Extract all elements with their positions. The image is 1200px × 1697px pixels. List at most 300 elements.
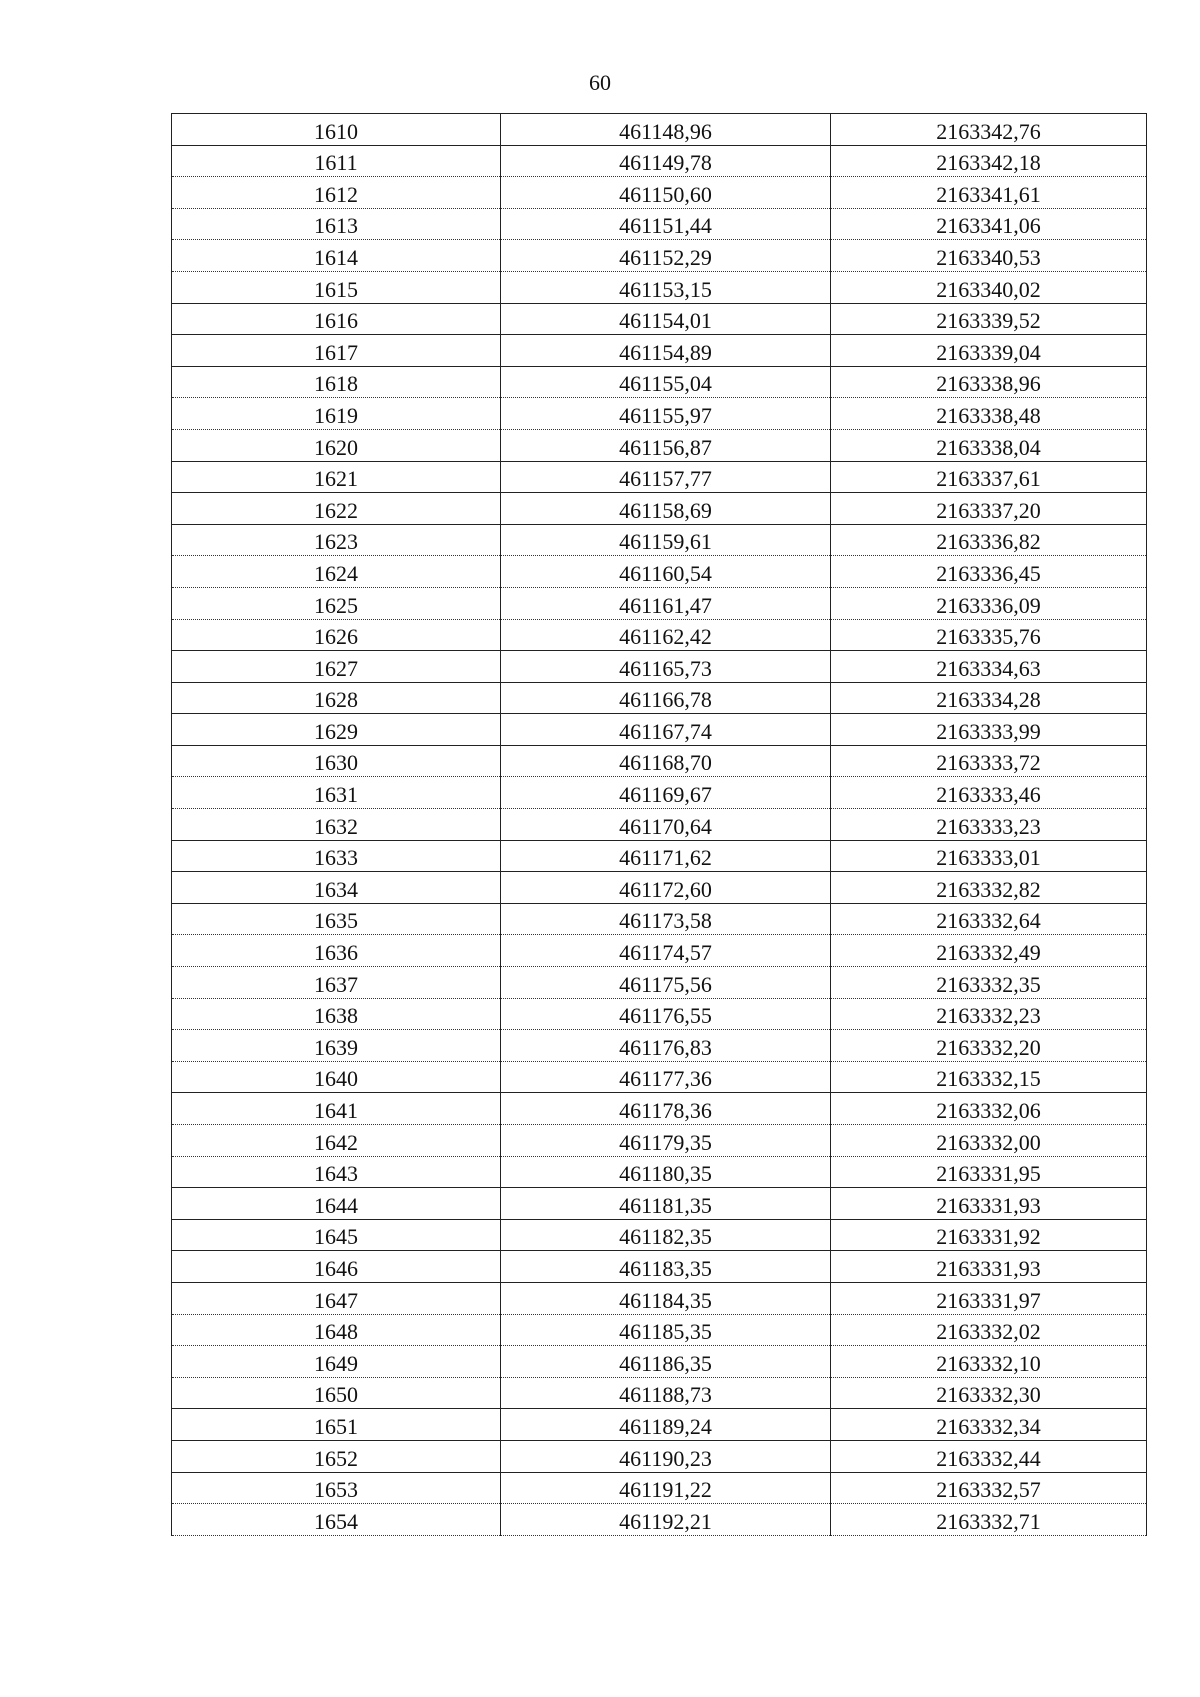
cell-value: 1624 <box>314 560 358 586</box>
cell-value: 2163332,34 <box>936 1413 1041 1439</box>
cell-value: 1642 <box>314 1129 358 1155</box>
table-row <box>172 619 1147 651</box>
cell-value: 1610 <box>314 118 358 144</box>
cell-value: 461188,73 <box>619 1382 712 1408</box>
y-coordinate-cell <box>831 1314 1147 1346</box>
table-row <box>172 1346 1147 1378</box>
cell-value: 461176,55 <box>619 1003 712 1029</box>
cell-value: 2163342,18 <box>936 150 1041 176</box>
point-number-cell <box>172 651 501 683</box>
x-coordinate-cell <box>501 1409 831 1441</box>
x-coordinate-cell <box>501 809 831 841</box>
table-row <box>172 1093 1147 1125</box>
cell-value: 461192,21 <box>619 1508 712 1534</box>
table-row <box>172 777 1147 809</box>
table-row <box>172 1504 1147 1536</box>
x-coordinate-cell <box>501 714 831 746</box>
cell-value: 2163334,28 <box>936 687 1041 713</box>
cell-value: 1633 <box>314 845 358 871</box>
cell-value: 461159,61 <box>619 529 712 555</box>
cell-value: 461155,97 <box>619 402 712 428</box>
cell-value: 461153,15 <box>619 276 712 302</box>
point-number-cell <box>172 682 501 714</box>
y-coordinate-cell <box>831 651 1147 683</box>
x-coordinate-cell <box>501 1030 831 1062</box>
y-coordinate-cell <box>831 335 1147 367</box>
y-coordinate-cell <box>831 398 1147 430</box>
x-coordinate-cell <box>501 208 831 240</box>
point-number-cell <box>172 271 501 303</box>
cell-value: 2163332,82 <box>936 876 1041 902</box>
table-row <box>172 429 1147 461</box>
cell-value: 461190,23 <box>619 1445 712 1471</box>
cell-value: 2163341,06 <box>936 213 1041 239</box>
y-coordinate-cell <box>831 1061 1147 1093</box>
table-row <box>172 145 1147 177</box>
point-number-cell <box>172 114 501 146</box>
cell-value: 1646 <box>314 1255 358 1281</box>
y-coordinate-cell <box>831 240 1147 272</box>
cell-value: 461181,35 <box>619 1192 712 1218</box>
cell-value: 1643 <box>314 1161 358 1187</box>
table-row <box>172 1282 1147 1314</box>
table-row <box>172 1314 1147 1346</box>
table-row <box>172 493 1147 525</box>
table-row <box>172 935 1147 967</box>
y-coordinate-cell <box>831 1125 1147 1157</box>
point-number-cell <box>172 493 501 525</box>
y-coordinate-cell <box>831 619 1147 651</box>
table-row <box>172 1377 1147 1409</box>
table-row <box>172 998 1147 1030</box>
cell-value: 2163333,46 <box>936 782 1041 808</box>
cell-value: 1613 <box>314 213 358 239</box>
cell-value: 461174,57 <box>619 940 712 966</box>
cell-value: 461179,35 <box>619 1129 712 1155</box>
cell-value: 2163332,57 <box>936 1477 1041 1503</box>
table-row <box>172 240 1147 272</box>
x-coordinate-cell <box>501 1440 831 1472</box>
cell-value: 1625 <box>314 592 358 618</box>
cell-value: 461168,70 <box>619 750 712 776</box>
point-number-cell <box>172 1314 501 1346</box>
x-coordinate-cell <box>501 745 831 777</box>
x-coordinate-cell <box>501 1346 831 1378</box>
x-coordinate-cell <box>501 998 831 1030</box>
x-coordinate-cell <box>501 461 831 493</box>
table-row <box>172 271 1147 303</box>
cell-value: 1653 <box>314 1477 358 1503</box>
cell-value: 461171,62 <box>619 845 712 871</box>
y-coordinate-cell <box>831 1282 1147 1314</box>
point-number-cell <box>172 1061 501 1093</box>
cell-value: 2163331,97 <box>936 1287 1041 1313</box>
y-coordinate-cell <box>831 429 1147 461</box>
cell-value: 461180,35 <box>619 1161 712 1187</box>
y-coordinate-cell <box>831 1030 1147 1062</box>
cell-value: 1629 <box>314 718 358 744</box>
cell-value: 2163333,01 <box>936 845 1041 871</box>
cell-value: 461166,78 <box>619 687 712 713</box>
table-row <box>172 809 1147 841</box>
point-number-cell <box>172 587 501 619</box>
cell-value: 1639 <box>314 1034 358 1060</box>
cell-value: 1614 <box>314 244 358 270</box>
table-row <box>172 714 1147 746</box>
point-number-cell <box>172 777 501 809</box>
cell-value: 461170,64 <box>619 813 712 839</box>
cell-value: 2163332,20 <box>936 1034 1041 1060</box>
point-number-cell <box>172 1156 501 1188</box>
x-coordinate-cell <box>501 1219 831 1251</box>
cell-value: 2163332,00 <box>936 1129 1041 1155</box>
cell-value: 461160,54 <box>619 560 712 586</box>
point-number-cell <box>172 1188 501 1220</box>
point-number-cell <box>172 366 501 398</box>
cell-value: 2163339,04 <box>936 339 1041 365</box>
table-row <box>172 114 1147 146</box>
table-row <box>172 840 1147 872</box>
cell-value: 1650 <box>314 1382 358 1408</box>
cell-value: 1645 <box>314 1224 358 1250</box>
point-number-cell <box>172 903 501 935</box>
cell-value: 461151,44 <box>619 213 712 239</box>
table-row <box>172 1251 1147 1283</box>
y-coordinate-cell <box>831 177 1147 209</box>
cell-value: 1635 <box>314 908 358 934</box>
cell-value: 2163335,76 <box>936 624 1041 650</box>
y-coordinate-cell <box>831 1472 1147 1504</box>
y-coordinate-cell <box>831 1188 1147 1220</box>
point-number-cell <box>172 303 501 335</box>
x-coordinate-cell <box>501 1314 831 1346</box>
cell-value: 2163331,95 <box>936 1161 1041 1187</box>
y-coordinate-cell <box>831 208 1147 240</box>
point-number-cell <box>172 1282 501 1314</box>
cell-value: 1636 <box>314 940 358 966</box>
cell-value: 461150,60 <box>619 181 712 207</box>
cell-value: 1628 <box>314 687 358 713</box>
y-coordinate-cell <box>831 1377 1147 1409</box>
cell-value: 2163331,93 <box>936 1255 1041 1281</box>
cell-value: 1638 <box>314 1003 358 1029</box>
x-coordinate-cell <box>501 840 831 872</box>
point-number-cell <box>172 1409 501 1441</box>
table-row <box>172 651 1147 683</box>
x-coordinate-cell <box>501 967 831 999</box>
table-row <box>172 1156 1147 1188</box>
y-coordinate-cell <box>831 493 1147 525</box>
y-coordinate-cell <box>831 809 1147 841</box>
x-coordinate-cell <box>501 335 831 367</box>
point-number-cell <box>172 1504 501 1536</box>
x-coordinate-cell <box>501 587 831 619</box>
table-row <box>172 872 1147 904</box>
point-number-cell <box>172 1251 501 1283</box>
y-coordinate-cell <box>831 1093 1147 1125</box>
cell-value: 2163336,09 <box>936 592 1041 618</box>
point-number-cell <box>172 1377 501 1409</box>
x-coordinate-cell <box>501 493 831 525</box>
cell-value: 461186,35 <box>619 1350 712 1376</box>
point-number-cell <box>172 1440 501 1472</box>
point-number-cell <box>172 714 501 746</box>
cell-value: 1644 <box>314 1192 358 1218</box>
cell-value: 2163340,02 <box>936 276 1041 302</box>
cell-value: 1630 <box>314 750 358 776</box>
y-coordinate-cell <box>831 872 1147 904</box>
cell-value: 1619 <box>314 402 358 428</box>
table-row <box>172 1061 1147 1093</box>
point-number-cell <box>172 1125 501 1157</box>
point-number-cell <box>172 1472 501 1504</box>
point-number-cell <box>172 967 501 999</box>
cell-value: 461165,73 <box>619 655 712 681</box>
cell-value: 1637 <box>314 971 358 997</box>
point-number-cell <box>172 208 501 240</box>
cell-value: 1654 <box>314 1508 358 1534</box>
point-number-cell <box>172 840 501 872</box>
point-number-cell <box>172 1093 501 1125</box>
point-number-cell <box>172 745 501 777</box>
page-number: 60 <box>589 70 611 95</box>
x-coordinate-cell <box>501 240 831 272</box>
x-coordinate-cell <box>501 935 831 967</box>
cell-value: 461176,83 <box>619 1034 712 1060</box>
y-coordinate-cell <box>831 1251 1147 1283</box>
table-row <box>172 903 1147 935</box>
cell-value: 1641 <box>314 1098 358 1123</box>
cell-value: 461161,47 <box>619 592 712 618</box>
cell-value: 461178,36 <box>619 1098 712 1123</box>
cell-value: 1616 <box>314 308 358 334</box>
y-coordinate-cell <box>831 935 1147 967</box>
x-coordinate-cell <box>501 1377 831 1409</box>
y-coordinate-cell <box>831 682 1147 714</box>
table-row <box>172 177 1147 209</box>
x-coordinate-cell <box>501 682 831 714</box>
point-number-cell <box>172 1219 501 1251</box>
cell-value: 2163332,10 <box>936 1350 1041 1376</box>
cell-value: 461184,35 <box>619 1287 712 1313</box>
table-row <box>172 1030 1147 1062</box>
point-number-cell <box>172 177 501 209</box>
y-coordinate-cell <box>831 1219 1147 1251</box>
cell-value: 461162,42 <box>619 624 712 650</box>
y-coordinate-cell <box>831 714 1147 746</box>
cell-value: 2163341,61 <box>936 181 1041 207</box>
point-number-cell <box>172 1030 501 1062</box>
y-coordinate-cell <box>831 114 1147 146</box>
cell-value: 1621 <box>314 466 358 492</box>
cell-value: 1640 <box>314 1066 358 1092</box>
x-coordinate-cell <box>501 1093 831 1125</box>
cell-value: 2163339,52 <box>936 308 1041 334</box>
x-coordinate-cell <box>501 524 831 556</box>
x-coordinate-cell <box>501 1125 831 1157</box>
cell-value: 1618 <box>314 371 358 397</box>
cell-value: 2163332,15 <box>936 1066 1041 1092</box>
cell-value: 461156,87 <box>619 434 712 460</box>
x-coordinate-cell <box>501 1504 831 1536</box>
cell-value: 461172,60 <box>619 876 712 902</box>
cell-value: 1626 <box>314 624 358 650</box>
cell-value: 2163332,30 <box>936 1382 1041 1408</box>
cell-value: 461169,67 <box>619 782 712 808</box>
cell-value: 461155,04 <box>619 371 712 397</box>
point-number-cell <box>172 429 501 461</box>
x-coordinate-cell <box>501 872 831 904</box>
y-coordinate-cell <box>831 998 1147 1030</box>
cell-value: 2163332,23 <box>936 1003 1041 1029</box>
point-number-cell <box>172 1346 501 1378</box>
x-coordinate-cell <box>501 1188 831 1220</box>
cell-value: 1620 <box>314 434 358 460</box>
y-coordinate-cell <box>831 745 1147 777</box>
x-coordinate-cell <box>501 619 831 651</box>
cell-value: 2163342,76 <box>936 118 1041 144</box>
cell-value: 461157,77 <box>619 466 712 492</box>
table-row <box>172 556 1147 588</box>
y-coordinate-cell <box>831 1346 1147 1378</box>
cell-value: 461148,96 <box>619 118 712 144</box>
cell-value: 1611 <box>314 150 358 176</box>
cell-value: 2163332,02 <box>936 1319 1041 1345</box>
y-coordinate-cell <box>831 777 1147 809</box>
cell-value: 1632 <box>314 813 358 839</box>
x-coordinate-cell <box>501 777 831 809</box>
y-coordinate-cell <box>831 587 1147 619</box>
y-coordinate-cell <box>831 366 1147 398</box>
x-coordinate-cell <box>501 1282 831 1314</box>
cell-value: 2163333,23 <box>936 813 1041 839</box>
cell-value: 461175,56 <box>619 971 712 997</box>
cell-value: 461149,78 <box>619 150 712 176</box>
cell-value: 1647 <box>314 1287 358 1313</box>
point-number-cell <box>172 935 501 967</box>
x-coordinate-cell <box>501 303 831 335</box>
cell-value: 461167,74 <box>619 718 712 744</box>
y-coordinate-cell <box>831 903 1147 935</box>
cell-value: 1623 <box>314 529 358 555</box>
x-coordinate-cell <box>501 177 831 209</box>
table-row <box>172 967 1147 999</box>
x-coordinate-cell <box>501 1061 831 1093</box>
cell-value: 2163334,63 <box>936 655 1041 681</box>
cell-value: 1649 <box>314 1350 358 1376</box>
x-coordinate-cell <box>501 1472 831 1504</box>
x-coordinate-cell <box>501 651 831 683</box>
x-coordinate-cell <box>501 556 831 588</box>
y-coordinate-cell <box>831 1440 1147 1472</box>
table-row <box>172 745 1147 777</box>
cell-value: 2163332,71 <box>936 1508 1041 1534</box>
cell-value: 2163332,44 <box>936 1445 1041 1471</box>
y-coordinate-cell <box>831 524 1147 556</box>
cell-value: 461177,36 <box>619 1066 712 1092</box>
cell-value: 461183,35 <box>619 1255 712 1281</box>
cell-value: 1634 <box>314 876 358 902</box>
table-row <box>172 1125 1147 1157</box>
cell-value: 461154,89 <box>619 339 712 365</box>
cell-value: 1617 <box>314 339 358 365</box>
x-coordinate-cell <box>501 398 831 430</box>
cell-value: 461173,58 <box>619 908 712 934</box>
point-number-cell <box>172 240 501 272</box>
y-coordinate-cell <box>831 303 1147 335</box>
y-coordinate-cell <box>831 967 1147 999</box>
table-row <box>172 303 1147 335</box>
y-coordinate-cell <box>831 1504 1147 1536</box>
cell-value: 2163337,20 <box>936 497 1041 523</box>
cell-value: 461182,35 <box>619 1224 712 1250</box>
x-coordinate-cell <box>501 145 831 177</box>
y-coordinate-cell <box>831 271 1147 303</box>
x-coordinate-cell <box>501 271 831 303</box>
table-row <box>172 1440 1147 1472</box>
coordinates-table-body <box>172 114 1147 1536</box>
point-number-cell <box>172 335 501 367</box>
cell-value: 461154,01 <box>619 308 712 334</box>
cell-value: 2163337,61 <box>936 466 1041 492</box>
cell-value: 461185,35 <box>619 1319 712 1345</box>
y-coordinate-cell <box>831 840 1147 872</box>
table-row <box>172 461 1147 493</box>
cell-value: 1652 <box>314 1445 358 1471</box>
table-row <box>172 335 1147 367</box>
cell-value: 1622 <box>314 497 358 523</box>
y-coordinate-cell <box>831 461 1147 493</box>
cell-value: 2163331,92 <box>936 1224 1041 1250</box>
cell-value: 1615 <box>314 276 358 302</box>
x-coordinate-cell <box>501 114 831 146</box>
cell-value: 2163332,06 <box>936 1098 1041 1123</box>
cell-value: 2163336,82 <box>936 529 1041 555</box>
table-row <box>172 398 1147 430</box>
cell-value: 2163340,53 <box>936 244 1041 270</box>
cell-value: 2163333,72 <box>936 750 1041 776</box>
y-coordinate-cell <box>831 1409 1147 1441</box>
point-number-cell <box>172 461 501 493</box>
table-row <box>172 1219 1147 1251</box>
y-coordinate-cell <box>831 1156 1147 1188</box>
cell-value: 2163332,49 <box>936 940 1041 966</box>
x-coordinate-cell <box>501 366 831 398</box>
cell-value: 1651 <box>314 1413 358 1439</box>
point-number-cell <box>172 809 501 841</box>
cell-value: 2163332,64 <box>936 908 1041 934</box>
y-coordinate-cell <box>831 556 1147 588</box>
cell-value: 2163338,48 <box>936 402 1041 428</box>
point-number-cell <box>172 619 501 651</box>
point-number-cell <box>172 145 501 177</box>
cell-value: 461152,29 <box>619 244 712 270</box>
point-number-cell <box>172 998 501 1030</box>
table-row <box>172 208 1147 240</box>
cell-value: 1648 <box>314 1319 358 1345</box>
table-row <box>172 366 1147 398</box>
table-row <box>172 524 1147 556</box>
cell-value: 2163333,99 <box>936 718 1041 744</box>
point-number-cell <box>172 524 501 556</box>
point-number-cell <box>172 872 501 904</box>
y-coordinate-cell <box>831 145 1147 177</box>
cell-value: 1631 <box>314 782 358 808</box>
cell-value: 2163332,35 <box>936 971 1041 997</box>
cell-value: 2163331,93 <box>936 1192 1041 1218</box>
coordinates-table <box>171 113 1147 1536</box>
point-number-cell <box>172 398 501 430</box>
